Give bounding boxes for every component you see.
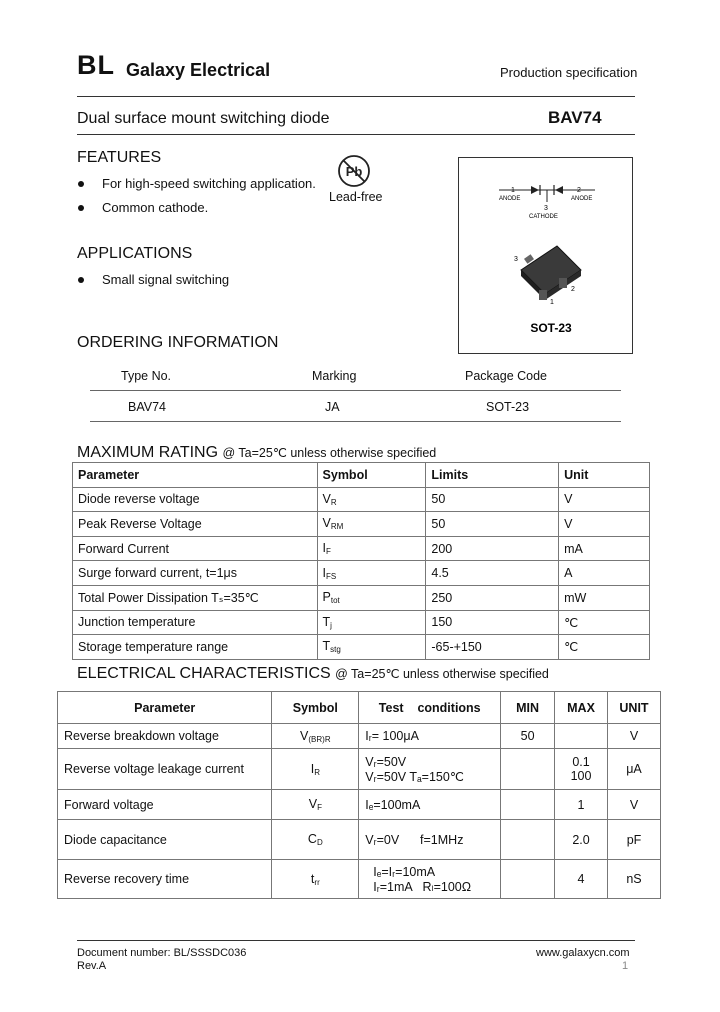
parameter-cell: Diode capacitance [58,820,272,860]
symbol-cell: $C_D$ [272,820,359,860]
lead-free-label: Lead-free [329,190,383,204]
max-cell [555,724,608,749]
table-row [58,749,661,790]
table-row [73,487,650,512]
ordering-marking: JA [325,400,340,414]
header-parameter: Parameter [73,463,318,488]
max-rating-table [72,462,650,660]
pin2-label: ANODE [571,196,593,202]
parameter-cell: Total Power Dissipation Tₛ=35℃ [73,585,318,610]
ordering-bottom-divider [90,421,621,422]
max-cell: 2.0 [555,820,608,860]
revision: Rev.A [77,960,107,972]
pkg-pin1: 1 [550,299,554,306]
header-divider [77,96,635,97]
header-symbol: Symbol [272,692,359,724]
header-max: MAX [555,692,608,724]
condition-cell: Iᵣ= 100μA [359,724,501,749]
min-cell [501,820,555,860]
feature-item: Common cathode. [102,200,209,215]
header-min: MIN [501,692,555,724]
symbol-cell: $V_R$ [317,487,426,512]
parameter-cell: Reverse recovery time [58,860,272,899]
company-name: Galaxy Electrical [126,60,271,80]
max-rating-heading: MAXIMUM RATING [77,444,219,461]
pin2-number: 2 [577,187,581,194]
limit-cell: 50 [426,487,559,512]
table-row [73,635,650,660]
limit-cell: 4.5 [426,561,559,586]
logo-mark: BL [77,50,115,80]
parameter-cell: Reverse voltage leakage current [58,749,272,790]
limit-cell: 50 [426,512,559,537]
symbol-cell: $t_{rr}$ [272,860,359,899]
symbol-cell: $V_{RM}$ [317,512,426,537]
ordering-header-marking: Marking [312,369,357,383]
table-row [58,860,661,899]
symbol-cell: $I_R$ [272,749,359,790]
spec-type: Production specification [500,65,638,80]
header-unit: Unit [559,463,650,488]
pin3-number: 3 [544,205,548,212]
doc-number: Document number: BL/SSSDC036 [77,947,247,959]
max-rating-condition: @ Ta=25℃ unless otherwise specified [222,446,437,460]
unit-cell: μA [608,749,661,790]
ordering-type: BAV74 [128,400,166,414]
table-row [73,585,650,610]
pkg-pin2: 2 [571,286,575,293]
symbol-cell: $I_{FS}$ [317,561,426,586]
parameter-cell: Storage temperature range [73,635,318,660]
diode-symbol-right [555,186,563,194]
table-row [73,536,650,561]
condition-cell: Iₑ=Iᵣ=10mA Iᵣ=1mA Rₗ=100Ω [359,860,501,899]
ordering-header-type: Type No. [121,369,172,383]
header-symbol: Symbol [317,463,426,488]
table-row [58,724,661,749]
header-test-conditions: Test conditions [359,692,501,724]
table-row [73,610,650,635]
header-parameter: Parameter [58,692,272,724]
document-subtitle: Dual surface mount switching diode [77,110,330,127]
unit-cell: mA [559,536,650,561]
unit-cell: V [559,512,650,537]
website-link[interactable]: www.galaxycn.com [536,947,630,959]
unit-cell: ℃ [559,610,650,635]
min-cell: 50 [501,724,555,749]
symbol-cell: $T_j$ [317,610,426,635]
electrical-table [57,691,661,899]
electrical-condition: @ Ta=25℃ unless otherwise specified [335,667,549,681]
unit-cell: mW [559,585,650,610]
lead-free-icon [336,153,372,189]
symbol-cell: $V_F$ [272,790,359,820]
features-heading: FEATURES [77,149,162,166]
unit-cell: pF [608,820,661,860]
max-rating-title-line [77,444,436,462]
limit-cell: 250 [426,585,559,610]
pin1-number: 1 [511,187,515,194]
package-name: SOT-23 [530,321,572,335]
ordering-divider [90,390,621,391]
limit-cell: 200 [426,536,559,561]
condition-cell: Iₑ=100mA [359,790,501,820]
pin1-label: ANODE [499,196,521,202]
table-row [58,820,661,860]
parameter-cell: Forward voltage [58,790,272,820]
header-unit: UNIT [608,692,661,724]
part-number: BAV74 [548,108,602,127]
lead-free-symbol: Pb [345,164,363,179]
ordering-package: SOT-23 [486,400,530,414]
ordering-header-package: Package Code [465,369,548,383]
package-diagram-box [458,157,633,354]
min-cell [501,790,555,820]
parameter-cell: Junction temperature [73,610,318,635]
table-row [58,790,661,820]
min-cell [501,860,555,899]
footer-divider [77,940,635,941]
unit-cell: nS [608,860,661,899]
symbol-cell: $T_{stg}$ [317,635,426,660]
symbol-cell: $V_{(BR)R}$ [272,724,359,749]
symbol-cell: $I_F$ [317,536,426,561]
unit-cell: V [608,790,661,820]
pkg-pin3: 3 [514,256,518,263]
application-item: Small signal switching [102,272,230,287]
max-cell: 4 [555,860,608,899]
pin3-label: CATHODE [529,214,558,220]
parameter-cell: Peak Reverse Voltage [73,512,318,537]
package-diagram [459,158,634,355]
symbol-cell: $P_{tot}$ [317,585,426,610]
limit-cell: 150 [426,610,559,635]
table-row [73,561,650,586]
condition-cell: Vᵣ=0V f=1MHz [359,820,501,860]
electrical-title-line [77,665,549,683]
parameter-cell: Reverse breakdown voltage [58,724,272,749]
table-row [73,512,650,537]
electrical-heading: ELECTRICAL CHARACTERISTICS [77,665,331,682]
min-cell [501,749,555,790]
max-cell: 1 [555,790,608,820]
max-cell: 0.1 100 [555,749,608,790]
table-header-row [73,463,650,488]
diode-symbol-left [531,186,539,194]
limit-cell: -65-+150 [426,635,559,660]
condition-cell: Vᵣ=50V Vᵣ=50V Tₐ=150℃ [359,749,501,790]
feature-item: For high-speed switching application. [102,176,316,191]
unit-cell: A [559,561,650,586]
parameter-cell: Diode reverse voltage [73,487,318,512]
unit-cell: V [608,724,661,749]
table-header-row [58,692,661,724]
parameter-cell: Forward Current [73,536,318,561]
applications-heading: APPLICATIONS [77,245,193,262]
parameter-cell: Surge forward current, t=1μs [73,561,318,586]
page-number: 1 [622,960,629,972]
header-limits: Limits [426,463,559,488]
ordering-heading: ORDERING INFORMATION [77,334,279,351]
subtitle-divider [77,134,635,135]
unit-cell: V [559,487,650,512]
unit-cell: ℃ [559,635,650,660]
